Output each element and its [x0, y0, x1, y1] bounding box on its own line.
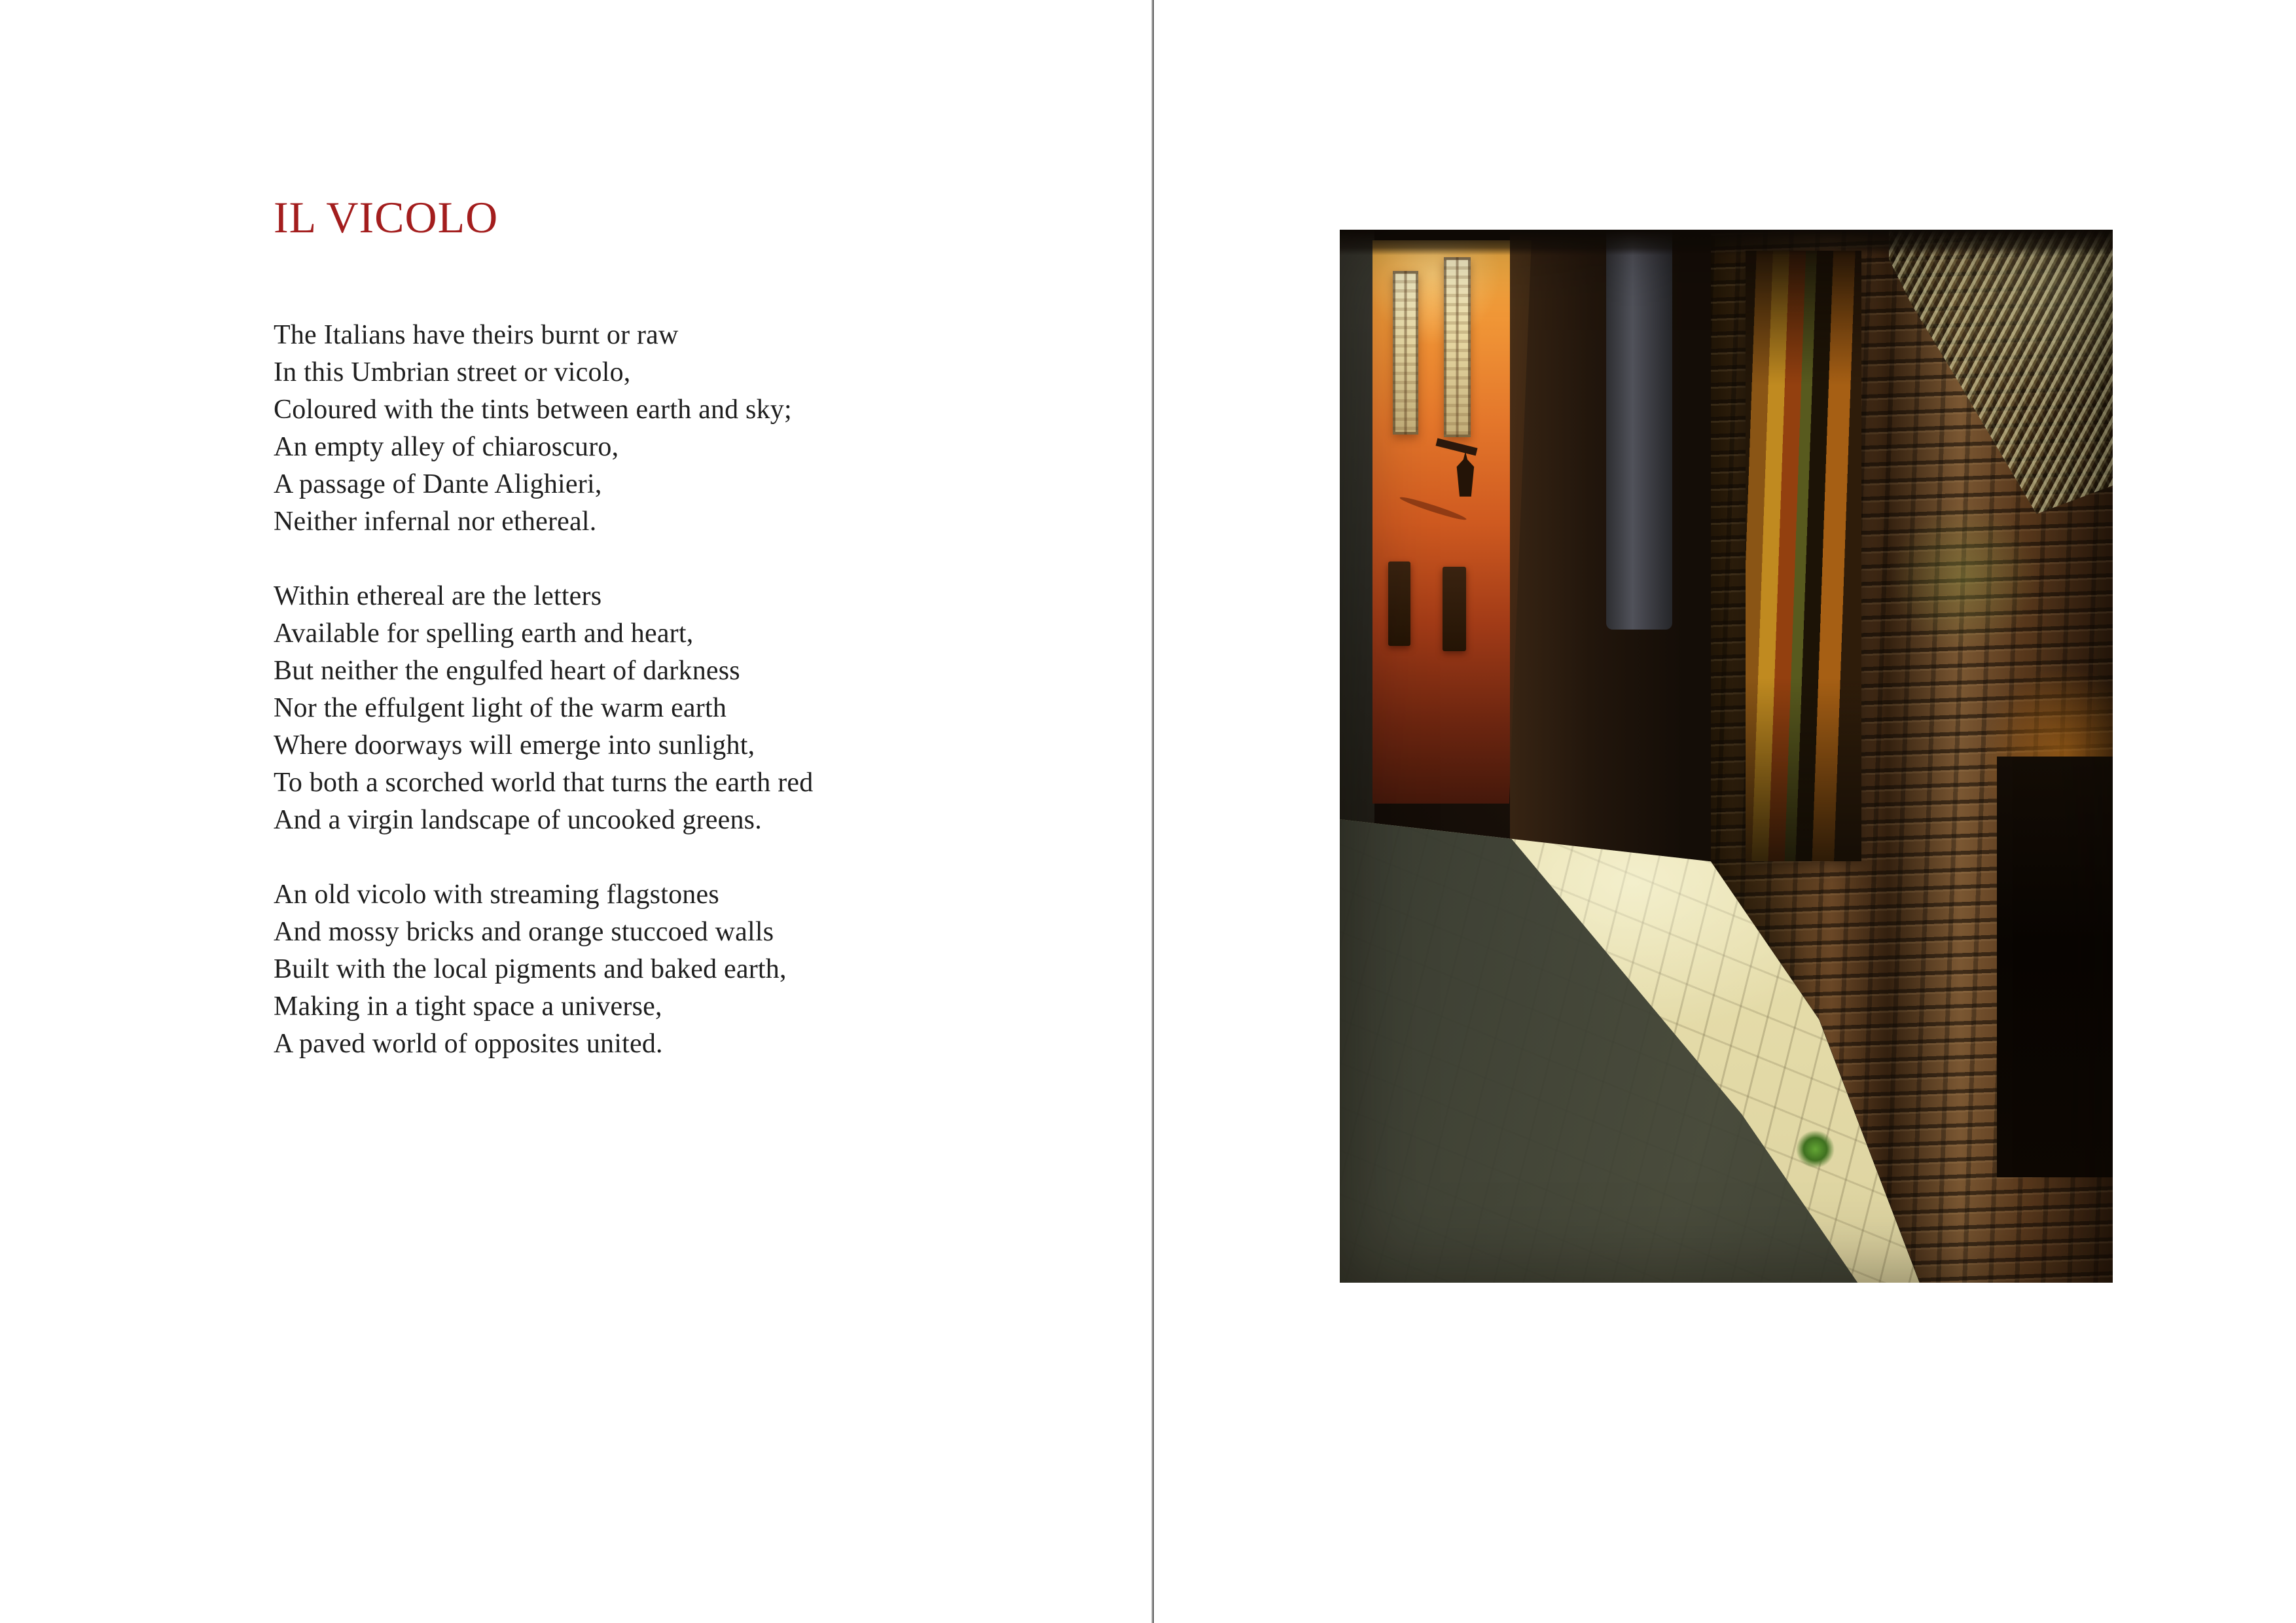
poem-stanza: [274, 578, 813, 839]
poem-line: A paved world of opposites united.: [274, 1029, 663, 1059]
poem-line: A passage of Dante Alighieri,: [274, 469, 602, 499]
poem-line: An old vicolo with streaming flagstones: [274, 880, 719, 910]
poem-line: Making in a tight space a universe,: [274, 991, 662, 1022]
poem-line: Available for spelling earth and heart,: [274, 618, 694, 649]
poem-line: And mossy bricks and orange stuccoed walls: [274, 917, 774, 947]
poem-stanza: [274, 317, 813, 541]
poem-line: Nor the effulgent light of the warm earth: [274, 693, 727, 723]
poem-line: And a virgin landscape of uncooked greens.: [274, 805, 762, 835]
poem-line: An empty alley of chiaroscuro,: [274, 432, 619, 462]
poem-line: Neither infernal nor ethereal.: [274, 507, 597, 537]
page-divider-rule: [1151, 0, 1154, 1623]
poem-title: IL VICOLO: [274, 192, 499, 242]
poem-body: [274, 317, 813, 1100]
poem-line: Within ethereal are the letters: [274, 581, 602, 611]
alley-photo: [1340, 230, 2113, 1283]
poem-line: To both a scorched world that turns the earth red: [274, 768, 814, 798]
photo-vignette: [1340, 230, 2113, 1283]
poem-line: Coloured with the tints between earth and sky;: [274, 395, 792, 425]
poem-line: Built with the local pigments and baked earth,: [274, 954, 787, 984]
poem-line: Where doorways will emerge into sunlight,: [274, 730, 755, 760]
poem-stanza: [274, 876, 813, 1063]
poem-line: But neither the engulfed heart of darkness: [274, 656, 740, 686]
poem-line: The Italians have theirs burnt or raw: [274, 320, 679, 350]
poem-line: In this Umbrian street or vicolo,: [274, 357, 631, 387]
